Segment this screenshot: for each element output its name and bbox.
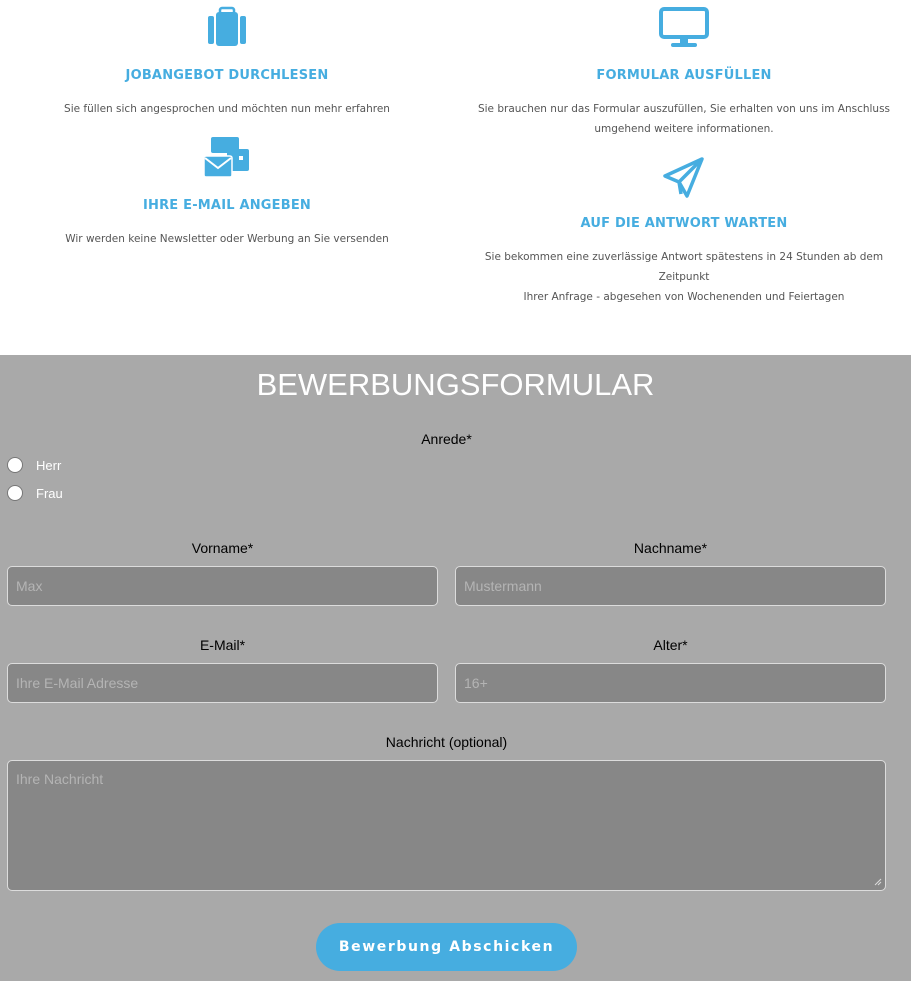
radio-herr[interactable] — [7, 457, 61, 473]
radio-frau[interactable] — [7, 485, 63, 501]
first-name-label: Vorname* — [191, 540, 254, 556]
step-title: FORMULAR AUSFÜLLEN — [596, 68, 772, 83]
step-text-line: Wir werden keine Newsletter oder Werbung an Sie versenden — [65, 233, 389, 245]
step-text-line: Sie brauchen nur das Formular auszufüllen, Sie erhalten von uns im Anschluss — [477, 103, 891, 115]
email-label: E-Mail* — [199, 637, 246, 653]
first-name-input[interactable] — [7, 566, 438, 606]
monitor-icon — [658, 6, 710, 48]
message-textarea[interactable] — [7, 760, 886, 891]
step-jobangebot — [30, 6, 424, 119]
last-name-input[interactable] — [455, 566, 886, 606]
submit-button[interactable]: Bewerbung Abschicken — [316, 923, 577, 971]
email-input[interactable] — [7, 663, 438, 703]
step-formular — [462, 6, 906, 139]
step-text-line: umgehend weitere informationen. — [594, 123, 774, 135]
last-name-label: Nachname* — [633, 540, 708, 556]
briefcase-icon — [206, 6, 248, 46]
steps-section — [0, 0, 911, 355]
age-label: Alter* — [653, 637, 688, 653]
salutation-label: Anrede* — [421, 431, 472, 447]
radio-label: Frau — [36, 485, 63, 501]
age-input[interactable] — [455, 663, 886, 703]
radio-circle[interactable] — [7, 485, 23, 501]
step-text-line: Sie füllen sich angesprochen und möchten nun mehr erfahren — [64, 103, 390, 115]
resize-handle-icon[interactable] — [874, 878, 882, 886]
radio-circle[interactable] — [7, 457, 23, 473]
application-form — [0, 355, 911, 981]
step-email — [30, 136, 424, 249]
message-label: Nachricht (optional) — [385, 734, 508, 750]
form-title: BEWERBUNGSFORMULAR — [256, 367, 655, 402]
email-cards-icon — [203, 136, 251, 178]
step-text-line: Ihrer Anfrage - abgesehen von Wochenenden und Feiertagen — [523, 291, 845, 303]
step-title: JOBANGEBOT DURCHLESEN — [125, 68, 329, 83]
step-title: AUF DIE ANTWORT WARTEN — [580, 216, 788, 231]
step-text-line: Sie bekommen eine zuverlässige Antwort spätestens in 24 Stunden ab dem Zeitpunkt — [484, 251, 884, 283]
paper-plane-icon — [662, 156, 706, 200]
step-antwort — [462, 156, 906, 307]
radio-label: Herr — [36, 457, 62, 473]
step-title: IHRE E-MAIL ANGEBEN — [142, 198, 311, 213]
